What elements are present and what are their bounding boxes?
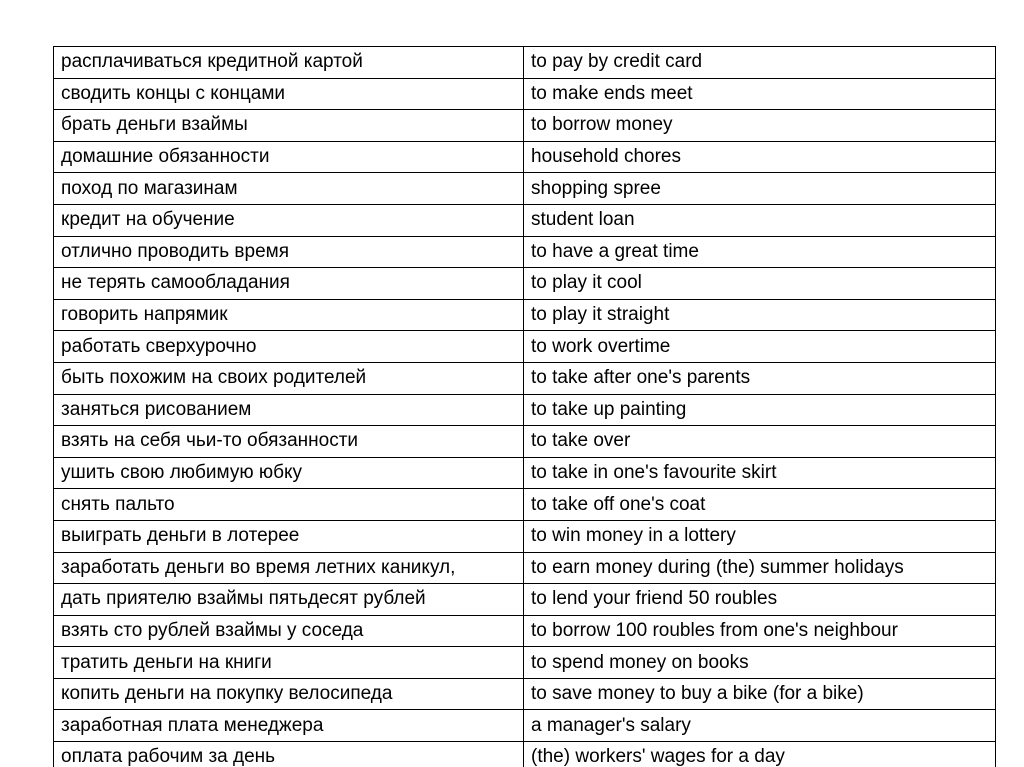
english-phrase-cell: to pay by credit card	[524, 47, 996, 79]
russian-phrase-cell: быть похожим на своих родителей	[54, 362, 524, 394]
table-row	[54, 47, 996, 79]
russian-phrase-cell: домашние обязанности	[54, 141, 524, 173]
russian-phrase-cell: ушить свою любимую юбку	[54, 457, 524, 489]
table-row	[54, 457, 996, 489]
table-row	[54, 394, 996, 426]
russian-phrase-cell: брать деньги взаймы	[54, 110, 524, 142]
table-row	[54, 552, 996, 584]
russian-phrase-cell: сводить концы с концами	[54, 78, 524, 110]
russian-phrase-cell: дать приятелю взаймы пятьдесят рублей	[54, 584, 524, 616]
table-row	[54, 204, 996, 236]
english-phrase-cell: (the) workers' wages for a day	[524, 742, 996, 767]
english-phrase-cell: to play it straight	[524, 299, 996, 331]
russian-phrase-cell: говорить напрямик	[54, 299, 524, 331]
russian-phrase-cell: заработная плата менеджера	[54, 710, 524, 742]
table-row	[54, 647, 996, 679]
russian-phrase-cell: оплата рабочим за день	[54, 742, 524, 767]
english-phrase-cell: to make ends meet	[524, 78, 996, 110]
russian-phrase-cell: кредит на обучение	[54, 204, 524, 236]
english-phrase-cell: household chores	[524, 141, 996, 173]
english-phrase-cell: to take in one's favourite skirt	[524, 457, 996, 489]
table-row	[54, 710, 996, 742]
english-phrase-cell: to take over	[524, 426, 996, 458]
russian-phrase-cell: копить деньги на покупку велосипеда	[54, 678, 524, 710]
russian-phrase-cell: взять сто рублей взаймы у соседа	[54, 615, 524, 647]
table-row	[54, 584, 996, 616]
vocabulary-table	[53, 46, 996, 767]
table-row	[54, 331, 996, 363]
vocabulary-table-body	[54, 47, 996, 767]
english-phrase-cell: to save money to buy a bike (for a bike)	[524, 678, 996, 710]
english-phrase-cell: to lend your friend 50 roubles	[524, 584, 996, 616]
english-phrase-cell: to take off one's coat	[524, 489, 996, 521]
english-phrase-cell: to play it cool	[524, 268, 996, 300]
table-row	[54, 268, 996, 300]
english-phrase-cell: to have a great time	[524, 236, 996, 268]
english-phrase-cell: to win money in a lottery	[524, 520, 996, 552]
table-row	[54, 520, 996, 552]
table-row	[54, 742, 996, 767]
table-row	[54, 426, 996, 458]
english-phrase-cell: a manager's salary	[524, 710, 996, 742]
russian-phrase-cell: снять пальто	[54, 489, 524, 521]
russian-phrase-cell: не терять самообладания	[54, 268, 524, 300]
table-row	[54, 78, 996, 110]
table-row	[54, 489, 996, 521]
english-phrase-cell: student loan	[524, 204, 996, 236]
table-row	[54, 615, 996, 647]
russian-phrase-cell: расплачиваться кредитной картой	[54, 47, 524, 79]
russian-phrase-cell: работать сверхурочно	[54, 331, 524, 363]
english-phrase-cell: to take after one's parents	[524, 362, 996, 394]
russian-phrase-cell: отлично проводить время	[54, 236, 524, 268]
russian-phrase-cell: тратить деньги на книги	[54, 647, 524, 679]
table-row	[54, 236, 996, 268]
english-phrase-cell: to borrow 100 roubles from one's neighbour	[524, 615, 996, 647]
english-phrase-cell: to spend money on books	[524, 647, 996, 679]
table-row	[54, 110, 996, 142]
english-phrase-cell: shopping spree	[524, 173, 996, 205]
table-row	[54, 678, 996, 710]
english-phrase-cell: to borrow money	[524, 110, 996, 142]
russian-phrase-cell: поход по магазинам	[54, 173, 524, 205]
russian-phrase-cell: заняться рисованием	[54, 394, 524, 426]
english-phrase-cell: to earn money during (the) summer holidays	[524, 552, 996, 584]
english-phrase-cell: to take up painting	[524, 394, 996, 426]
table-row	[54, 299, 996, 331]
russian-phrase-cell: заработать деньги во время летних каникул,	[54, 552, 524, 584]
table-row	[54, 141, 996, 173]
russian-phrase-cell: взять на себя чьи-то обязанности	[54, 426, 524, 458]
table-row	[54, 362, 996, 394]
english-phrase-cell: to work overtime	[524, 331, 996, 363]
table-row	[54, 173, 996, 205]
russian-phrase-cell: выиграть деньги в лотерее	[54, 520, 524, 552]
